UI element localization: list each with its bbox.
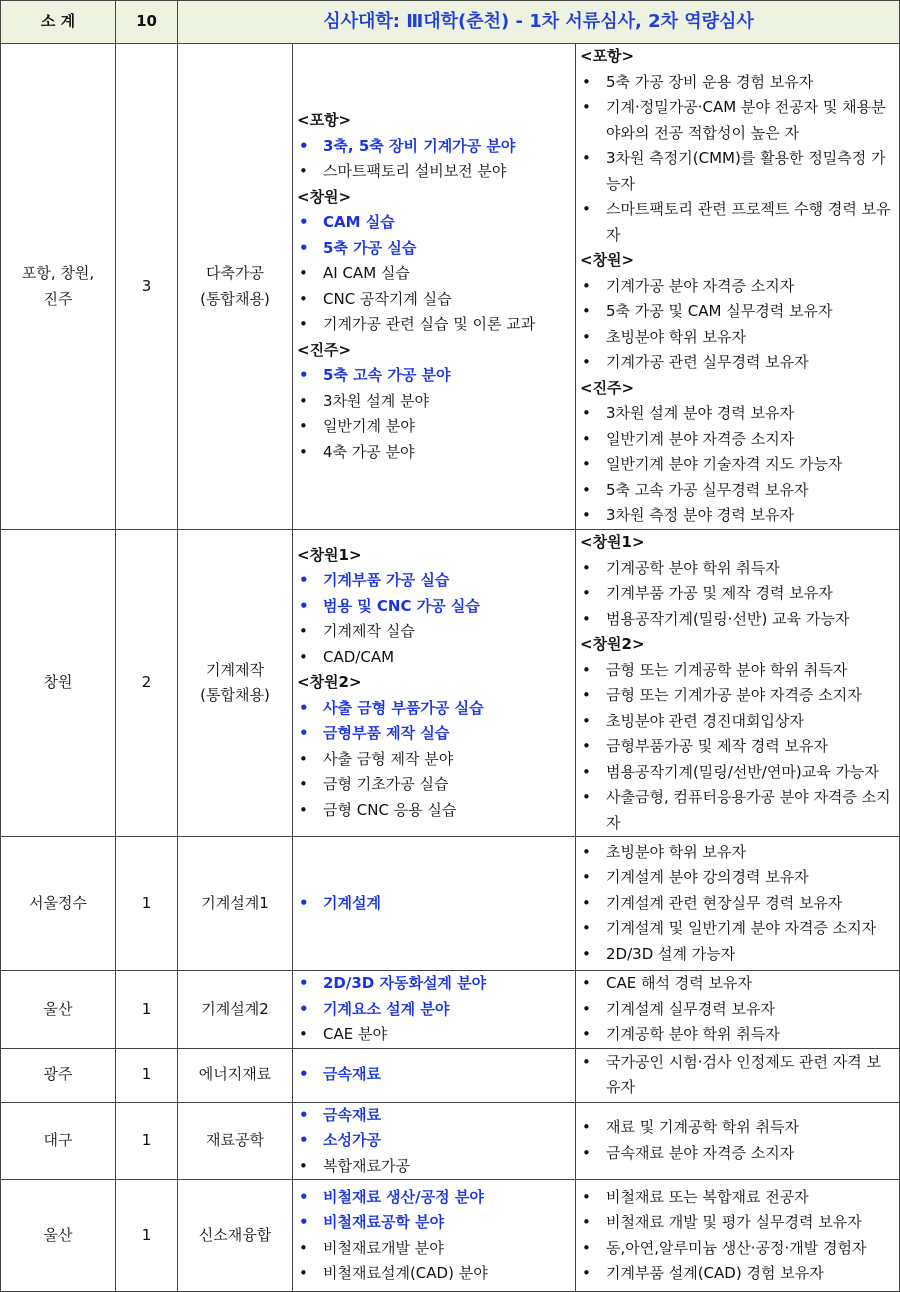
location-cell [1,837,116,971]
list-item: • 재료 및 기계공학 학위 취득자 [580,1115,895,1141]
list-item: • 국가공인 시험·검사 인정제도 관련 자격 보유자 [580,1050,895,1101]
table-row [1,1102,900,1180]
list-item: • 기계설계 관련 현장실무 경력 보유자 [580,891,895,917]
list-item: • 범용공작기계(밀링·선반) 교육 가능자 [580,607,895,633]
list-item: • 기계설계 분야 강의경력 보유자 [580,865,895,891]
site-heading: <창원> [297,187,352,206]
subjects-cell [293,1048,576,1102]
list-item: • 3차원 측정 분야 경력 보유자 [580,503,895,529]
department-cell-line: (통합채용) [200,686,270,704]
list-item: • 금형 기초가공 실습 [297,772,571,798]
list-item: • 범용 및 CNC 가공 실습 [297,594,571,620]
list-item: • 금형 또는 기계공학 분야 학위 취득자 [580,658,895,684]
list-item: • 금형 CNC 응용 실습 [297,798,571,824]
site-heading: <포항> [297,111,352,129]
requirements-cell [576,971,900,1049]
list-item: • CNC 공작기계 실습 [297,287,571,313]
location-cell-line: 서울정수 [29,893,87,912]
review-banner: 심사대학: Ⅲ대학(춘천) - 1차 서류심사, 2차 역량심사 [178,1,900,44]
location-cell [1,1180,116,1292]
location-cell-line: 광주 [43,1065,73,1084]
list-item: • 금형부품가공 및 제작 경력 보유자 [580,734,895,760]
location-cell-line: 진주 [43,289,73,308]
list-item: • 기계부품 설계(CAD) 경험 보유자 [580,1261,895,1287]
requirements-cell [576,1180,900,1292]
count-cell: 1 [116,1102,178,1180]
count-cell: 1 [116,1048,178,1102]
subjects-cell [293,1102,576,1180]
requirements-cell [576,530,900,837]
list-item: • 일반기계 분야 기술자격 지도 가능자 [580,452,895,478]
count-cell: 3 [116,44,178,530]
department-cell-line: (통합채용) [200,289,270,308]
list-item: • AI CAM 실습 [297,261,571,287]
list-item: • 사출 금형 제작 분야 [297,747,571,773]
location-cell [1,1102,116,1180]
list-item: • 5축 고속 가공 실무경력 보유자 [580,478,895,504]
list-item: • 일반기계 분야 자격증 소지자 [580,427,895,453]
location-cell-line: 울산 [43,1225,73,1244]
site-heading: <창원1> [297,545,362,564]
list-item: • 기계·정밀가공·CAM 분야 전공자 및 채용분야와의 전공 적합성이 높은 자 [580,95,895,146]
list-item: • 금형부품 제작 실습 [297,721,571,747]
site-heading: <진주> [297,340,352,359]
department-cell [178,1048,293,1102]
list-item: • 비철재료 생산/공정 분야 [297,1185,571,1211]
list-item: • 3차원 설계 분야 경력 보유자 [580,401,895,427]
location-cell-line: 대구 [43,1131,73,1149]
subjects-cell [293,971,576,1049]
table-row [1,837,900,971]
list-item: • 동,아연,알루미늄 생산·공정·개발 경험자 [580,1236,895,1262]
summary-row [1,1,900,44]
department-cell [178,971,293,1049]
list-item: • 비철재료개발 분야 [297,1236,571,1262]
table-row [1,971,900,1049]
location-cell [1,1048,116,1102]
list-item: • 기계가공 분야 자격증 소지자 [580,274,895,300]
list-item: • CAM 실습 [297,210,571,236]
subjects-cell [293,1180,576,1292]
count-cell: 2 [116,530,178,837]
site-heading: <창원2> [297,673,362,692]
location-cell [1,530,116,837]
list-item: • 비철재료 개발 및 평가 실무경력 보유자 [580,1210,895,1236]
site-heading: <창원> [580,251,635,270]
location-cell-line: 창원 [43,673,73,692]
list-item: • 비철재료공학 분야 [297,1210,571,1236]
list-item: • 비철재료 또는 복합재료 전공자 [580,1185,895,1211]
site-heading: <창원1> [580,533,645,551]
list-item: • 2D/3D 설계 가능자 [580,942,895,968]
list-item: • CAE 해석 경력 보유자 [580,971,895,997]
department-cell-line: 기계제작 [206,660,264,679]
list-item: • 기계부품 가공 및 제작 경력 보유자 [580,581,895,607]
list-item: • 기계공학 분야 학위 취득자 [580,1022,895,1048]
department-cell-line: 에너지재료 [198,1065,272,1084]
department-cell [178,1180,293,1292]
department-cell-line: 다축가공 [206,264,264,282]
subjects-cell [293,837,576,971]
department-cell [178,837,293,971]
table-row [1,44,900,530]
department-cell-line: 기계설계2 [201,999,269,1018]
list-item: • 기계설계 실무경력 보유자 [580,997,895,1023]
list-item: • 금형 또는 기계가공 분야 자격증 소지자 [580,683,895,709]
list-item: • 기계부품 가공 실습 [297,568,571,594]
list-item: • 스마트팩토리 관련 프로젝트 수행 경력 보유자 [580,197,895,248]
list-item: • 2D/3D 자동화설계 분야 [297,971,571,997]
list-item: • 금속재료 [297,1062,571,1088]
requirements-cell [576,44,900,530]
list-item: • 스마트팩토리 설비보전 분야 [297,159,571,185]
list-item: • CAD/CAM [297,645,571,671]
department-cell [178,44,293,530]
list-item: • 5축 가공 장비 운용 경험 보유자 [580,70,895,96]
department-cell-line: 신소재융합 [198,1225,272,1244]
count-cell: 1 [116,1180,178,1292]
count-cell: 1 [116,837,178,971]
list-item: • 3차원 설계 분야 [297,389,571,415]
department-cell-line: 재료공학 [206,1131,264,1149]
list-item: • 복합재료가공 [297,1154,571,1180]
list-item: • CAE 분야 [297,1022,571,1048]
table-row [1,1180,900,1292]
list-item: • 기계가공 관련 실습 및 이론 교과 [297,312,571,338]
table-row [1,1048,900,1102]
list-item: • 사출 금형 부품가공 실습 [297,696,571,722]
list-item: • 금속재료 분야 자격증 소지자 [580,1141,895,1167]
list-item: • 기계공학 분야 학위 취득자 [580,556,895,582]
department-cell-line: 기계설계1 [201,893,269,912]
list-item: • 4축 가공 분야 [297,440,571,466]
list-item: • 5축 가공 및 CAM 실무경력 보유자 [580,299,895,325]
list-item: • 3차원 측정기(CMM)를 활용한 정밀측정 가능자 [580,146,895,197]
requirements-cell [576,837,900,971]
table-row [1,530,900,837]
requirements-cell [576,1102,900,1180]
list-item: • 초빙분야 관련 경진대회입상자 [580,709,895,735]
list-item: • 기계제작 실습 [297,619,571,645]
count-cell: 1 [116,971,178,1049]
total-label: 소 계 [1,1,116,44]
total-count: 10 [116,1,178,44]
site-heading: <포항> [580,47,635,66]
list-item: • 5축 고속 가공 분야 [297,363,571,389]
location-cell [1,971,116,1049]
list-item: • 범용공작기계(밀링/선반/연마)교육 가능자 [580,760,895,786]
list-item: • 기계가공 관련 실무경력 보유자 [580,350,895,376]
department-cell [178,1102,293,1180]
site-heading: <진주> [580,378,635,397]
list-item: • 사출금형, 컴퓨터응용가공 분야 자격증 소지자 [580,785,895,836]
list-item: • 3축, 5축 장비 기계가공 분야 [297,134,571,160]
subjects-cell [293,44,576,530]
list-item: • 기계설계 및 일반기계 분야 자격증 소지자 [580,916,895,942]
site-heading: <창원2> [580,635,645,653]
location-cell-line: 포항, 창원, [21,264,95,282]
list-item: • 일반기계 분야 [297,414,571,440]
list-item: • 기계요소 설계 분야 [297,997,571,1023]
list-item: • 초빙분야 학위 보유자 [580,840,895,866]
list-item: • 소성가공 [297,1128,571,1154]
list-item: • 기계설계 [297,891,571,917]
subjects-cell [293,530,576,837]
department-cell [178,530,293,837]
requirements-cell [576,1048,900,1102]
location-cell [1,44,116,530]
list-item: • 5축 가공 실습 [297,236,571,262]
list-item: • 초빙분야 학위 보유자 [580,325,895,351]
location-cell-line: 울산 [43,999,73,1018]
list-item: • 금속재료 [297,1103,571,1129]
list-item: • 비철재료설계(CAD) 분야 [297,1261,571,1287]
